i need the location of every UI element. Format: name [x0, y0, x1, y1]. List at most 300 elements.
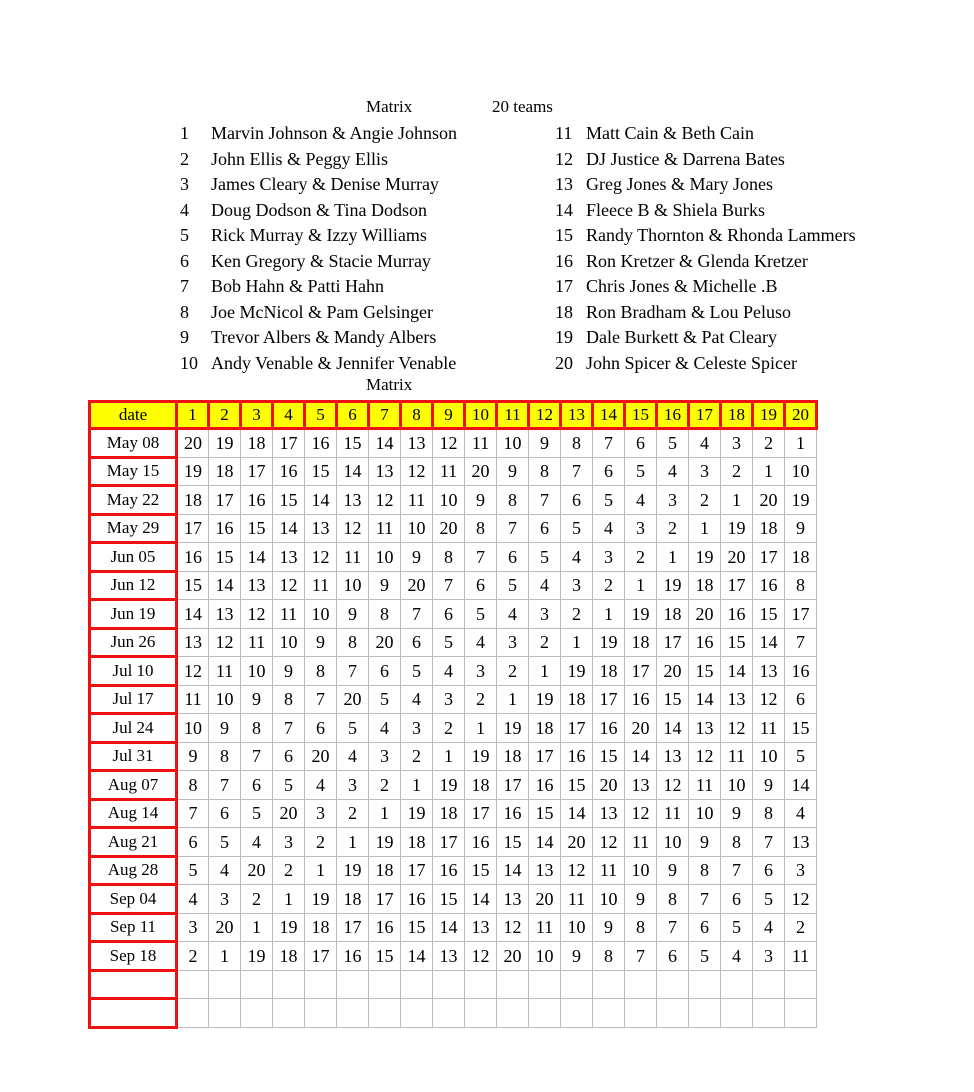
team-name: Ron Bradham & Lou Peluso [586, 301, 791, 322]
matrix-cell: 15 [209, 543, 241, 572]
matrix-cell: 15 [657, 685, 689, 714]
matrix-cell: 4 [465, 628, 497, 657]
matrix-cell: 5 [529, 543, 561, 572]
matrix-cell: 4 [401, 685, 433, 714]
matrix-subtitle: Matrix [366, 375, 413, 394]
matrix-cell: 3 [401, 714, 433, 743]
matrix-cell: 2 [497, 657, 529, 686]
column-header: 15 [625, 402, 657, 429]
matrix-cell: 15 [561, 771, 593, 800]
matrix-cell: 5 [561, 514, 593, 543]
matrix-cell: 7 [433, 571, 465, 600]
matrix-cell: 8 [177, 771, 209, 800]
team-number: 18 [555, 301, 573, 322]
matrix-cell: 9 [497, 457, 529, 486]
matrix-cell: 17 [209, 486, 241, 515]
date-cell: Sep 11 [90, 913, 177, 942]
matrix-cell: 11 [305, 571, 337, 600]
date-cell: May 15 [90, 457, 177, 486]
team-name: Fleece B & Shiela Burks [586, 199, 765, 220]
matrix-cell [177, 999, 209, 1028]
matrix-cell: 3 [337, 771, 369, 800]
matrix-cell: 19 [529, 685, 561, 714]
matrix-cell: 15 [753, 600, 785, 629]
matrix-cell: 7 [561, 457, 593, 486]
matrix-cell: 19 [561, 657, 593, 686]
matrix-cell: 10 [529, 942, 561, 971]
matrix-cell: 8 [433, 543, 465, 572]
matrix-cell: 15 [689, 657, 721, 686]
team-number: 6 [180, 250, 189, 271]
matrix-cell: 3 [177, 913, 209, 942]
matrix-cell: 10 [625, 856, 657, 885]
team-number: 15 [555, 225, 573, 245]
matrix-cell: 12 [401, 457, 433, 486]
date-cell: May 29 [90, 514, 177, 543]
matrix-cell: 14 [785, 771, 817, 800]
matrix-cell: 15 [785, 714, 817, 743]
team-number: 4 [180, 199, 189, 220]
matrix-cell: 4 [561, 543, 593, 572]
matrix-cell: 13 [753, 657, 785, 686]
matrix-cell: 12 [561, 856, 593, 885]
matrix-cell: 7 [241, 742, 273, 771]
matrix-cell: 8 [625, 913, 657, 942]
matrix-cell: 19 [721, 514, 753, 543]
matrix-cell: 13 [337, 486, 369, 515]
team-number: 9 [180, 327, 189, 347]
matrix-cell: 17 [497, 771, 529, 800]
matrix-cell: 17 [625, 657, 657, 686]
matrix-cell: 10 [337, 571, 369, 600]
matrix-cell: 18 [753, 514, 785, 543]
matrix-cell: 2 [241, 885, 273, 914]
matrix-cell: 1 [337, 828, 369, 857]
matrix-cell: 4 [177, 885, 209, 914]
matrix-cell: 17 [753, 543, 785, 572]
matrix-cell: 4 [433, 657, 465, 686]
matrix-cell: 11 [625, 828, 657, 857]
matrix-cell: 20 [529, 885, 561, 914]
table-row [90, 543, 817, 572]
matrix-cell: 18 [337, 885, 369, 914]
matrix-cell: 4 [209, 856, 241, 885]
matrix-cell: 1 [497, 685, 529, 714]
matrix-cell: 1 [689, 514, 721, 543]
matrix-cell [465, 970, 497, 999]
matrix-cell: 12 [241, 600, 273, 629]
team-name: Matt Cain & Beth Cain [586, 123, 754, 143]
matrix-cell: 13 [209, 600, 241, 629]
date-cell: Jul 31 [90, 742, 177, 771]
team-number: 14 [555, 199, 573, 220]
team-number: 2 [180, 148, 189, 169]
matrix-cell: 16 [209, 514, 241, 543]
matrix-cell: 8 [209, 742, 241, 771]
matrix-cell [401, 970, 433, 999]
matrix-cell: 5 [753, 885, 785, 914]
date-cell: Jun 19 [90, 600, 177, 629]
matrix-cell: 10 [497, 429, 529, 458]
column-header: 16 [657, 402, 689, 429]
matrix-cell: 20 [465, 457, 497, 486]
matrix-cell: 6 [273, 742, 305, 771]
matrix-cell: 19 [305, 885, 337, 914]
matrix-cell: 3 [721, 429, 753, 458]
matrix-cell: 1 [465, 714, 497, 743]
matrix-cell [753, 999, 785, 1028]
matrix-cell: 11 [753, 714, 785, 743]
matrix-cell: 7 [337, 657, 369, 686]
date-cell: Jun 12 [90, 571, 177, 600]
matrix-cell: 6 [529, 514, 561, 543]
table-row [90, 685, 817, 714]
matrix-cell: 4 [305, 771, 337, 800]
matrix-cell: 17 [529, 742, 561, 771]
matrix-cell: 1 [593, 600, 625, 629]
column-header: 17 [689, 402, 721, 429]
team-name: Greg Jones & Mary Jones [586, 174, 773, 194]
matrix-cell: 7 [785, 628, 817, 657]
table-row [90, 885, 817, 914]
matrix-cell: 13 [369, 457, 401, 486]
matrix-cell: 19 [785, 486, 817, 515]
matrix-cell: 14 [465, 885, 497, 914]
matrix-cell [305, 970, 337, 999]
matrix-cell: 18 [273, 942, 305, 971]
matrix-cell: 12 [785, 885, 817, 914]
team-number: 3 [180, 174, 189, 194]
matrix-cell [497, 999, 529, 1028]
matrix-cell: 20 [593, 771, 625, 800]
matrix-cell: 9 [657, 856, 689, 885]
matrix-cell: 18 [785, 543, 817, 572]
matrix-cell [625, 999, 657, 1028]
matrix-cell: 15 [273, 486, 305, 515]
matrix-cell: 20 [401, 571, 433, 600]
matrix-cell: 6 [401, 628, 433, 657]
matrix-cell: 7 [593, 429, 625, 458]
matrix-cell: 7 [273, 714, 305, 743]
date-cell: Aug 21 [90, 828, 177, 857]
matrix-cell: 9 [305, 628, 337, 657]
matrix-cell: 13 [305, 514, 337, 543]
matrix-cell: 16 [433, 856, 465, 885]
matrix-cell: 16 [593, 714, 625, 743]
matrix-cell: 5 [273, 771, 305, 800]
matrix-cell: 8 [753, 799, 785, 828]
matrix-cell: 12 [369, 486, 401, 515]
column-header: 10 [465, 402, 497, 429]
matrix-cell [529, 970, 561, 999]
matrix-cell [657, 999, 689, 1028]
matrix-cell: 18 [625, 628, 657, 657]
matrix-cell: 7 [625, 942, 657, 971]
matrix-cell: 5 [209, 828, 241, 857]
column-header: 7 [369, 402, 401, 429]
matrix-cell [337, 970, 369, 999]
matrix-cell: 17 [273, 429, 305, 458]
matrix-cell: 4 [625, 486, 657, 515]
matrix-cell: 16 [689, 628, 721, 657]
matrix-cell: 6 [593, 457, 625, 486]
matrix-cell: 3 [497, 628, 529, 657]
matrix-cell: 19 [497, 714, 529, 743]
matrix-cell: 18 [657, 600, 689, 629]
column-header: 2 [209, 402, 241, 429]
matrix-cell: 2 [785, 913, 817, 942]
matrix-cell: 7 [529, 486, 561, 515]
matrix-cell [209, 970, 241, 999]
column-header: 8 [401, 402, 433, 429]
matrix-cell: 19 [209, 429, 241, 458]
matrix-cell [273, 999, 305, 1028]
matrix-cell: 18 [177, 486, 209, 515]
column-header: 14 [593, 402, 625, 429]
matrix-cell: 14 [561, 799, 593, 828]
matrix-cell: 3 [689, 457, 721, 486]
team-number: 17 [555, 276, 573, 296]
matrix-cell: 2 [369, 771, 401, 800]
matrix-cell: 3 [369, 742, 401, 771]
matrix-cell: 13 [497, 885, 529, 914]
matrix-cell: 12 [657, 771, 689, 800]
matrix-cell: 16 [177, 543, 209, 572]
matrix-cell: 6 [305, 714, 337, 743]
date-header: date [90, 402, 177, 429]
matrix-cell: 16 [273, 457, 305, 486]
matrix-cell: 20 [561, 828, 593, 857]
matrix-cell: 17 [721, 571, 753, 600]
matrix-cell: 15 [593, 742, 625, 771]
matrix-cell: 2 [401, 742, 433, 771]
matrix-cell: 11 [369, 514, 401, 543]
matrix-cell: 20 [753, 486, 785, 515]
matrix-cell: 8 [369, 600, 401, 629]
date-cell: Aug 07 [90, 771, 177, 800]
matrix-cell: 6 [497, 543, 529, 572]
matrix-cell [753, 970, 785, 999]
matrix-cell [721, 999, 753, 1028]
matrix-cell: 1 [433, 742, 465, 771]
matrix-cell: 20 [657, 657, 689, 686]
header-row [90, 402, 817, 429]
matrix-cell: 12 [593, 828, 625, 857]
team-name: Chris Jones & Michelle .B [586, 276, 778, 296]
matrix-cell: 17 [177, 514, 209, 543]
matrix-cell: 18 [465, 771, 497, 800]
matrix-cell: 11 [177, 685, 209, 714]
matrix-cell: 13 [657, 742, 689, 771]
matrix-cell: 3 [273, 828, 305, 857]
matrix-cell: 18 [593, 657, 625, 686]
matrix-cell: 5 [625, 457, 657, 486]
matrix-cell: 20 [273, 799, 305, 828]
matrix-cell: 19 [465, 742, 497, 771]
matrix-cell: 3 [209, 885, 241, 914]
matrix-cell: 12 [433, 429, 465, 458]
matrix-cell: 4 [497, 600, 529, 629]
matrix-cell: 6 [209, 799, 241, 828]
matrix-cell: 18 [209, 457, 241, 486]
matrix-cell: 12 [305, 543, 337, 572]
matrix-cell: 14 [209, 571, 241, 600]
matrix-cell: 6 [177, 828, 209, 857]
matrix-cell: 7 [689, 885, 721, 914]
matrix-cell: 3 [625, 514, 657, 543]
matrix-cell: 7 [401, 600, 433, 629]
matrix-cell [337, 999, 369, 1028]
team-number: 7 [180, 276, 189, 296]
matrix-cell: 12 [209, 628, 241, 657]
matrix-cell: 1 [273, 885, 305, 914]
team-name: Marvin Johnson & Angie Johnson [211, 123, 458, 143]
matrix-cell: 17 [305, 942, 337, 971]
matrix-cell: 1 [241, 913, 273, 942]
matrix-cell: 6 [657, 942, 689, 971]
matrix-cell: 13 [177, 628, 209, 657]
matrix-cell: 4 [785, 799, 817, 828]
column-header: 11 [497, 402, 529, 429]
matrix-cell: 10 [721, 771, 753, 800]
team-number: 19 [555, 327, 573, 347]
schedule-matrix [88, 400, 818, 1029]
matrix-cell: 11 [561, 885, 593, 914]
table-row [90, 657, 817, 686]
table-row [90, 714, 817, 743]
matrix-cell: 2 [465, 685, 497, 714]
matrix-cell [785, 999, 817, 1028]
matrix-cell: 20 [177, 429, 209, 458]
matrix-cell: 10 [273, 628, 305, 657]
matrix-cell: 19 [241, 942, 273, 971]
matrix-cell [241, 999, 273, 1028]
date-cell: Aug 28 [90, 856, 177, 885]
matrix-cell [689, 999, 721, 1028]
matrix-cell: 13 [529, 856, 561, 885]
date-cell: Jul 10 [90, 657, 177, 686]
matrix-cell: 6 [369, 657, 401, 686]
matrix-cell: 6 [465, 571, 497, 600]
matrix-cell: 15 [721, 628, 753, 657]
matrix-cell: 2 [593, 571, 625, 600]
matrix-cell: 1 [753, 457, 785, 486]
matrix-cell: 2 [689, 486, 721, 515]
matrix-cell: 5 [465, 600, 497, 629]
date-cell [90, 999, 177, 1028]
team-name: Randy Thornton & Rhonda Lammers [586, 225, 856, 245]
teams-count: 20 teams [492, 97, 553, 116]
matrix-cell: 4 [241, 828, 273, 857]
matrix-cell: 16 [369, 913, 401, 942]
team-number: 16 [555, 250, 573, 271]
matrix-cell: 17 [401, 856, 433, 885]
matrix-cell: 14 [401, 942, 433, 971]
matrix-cell: 12 [689, 742, 721, 771]
matrix-cell: 20 [369, 628, 401, 657]
matrix-cell: 20 [689, 600, 721, 629]
matrix-cell: 1 [401, 771, 433, 800]
date-cell [90, 970, 177, 999]
matrix-cell: 18 [369, 856, 401, 885]
matrix-cell: 15 [433, 885, 465, 914]
table-row [90, 799, 817, 828]
table-row [90, 913, 817, 942]
matrix-cell: 13 [689, 714, 721, 743]
matrix-cell [657, 970, 689, 999]
matrix-cell: 14 [433, 913, 465, 942]
matrix-cell [465, 999, 497, 1028]
matrix-cell: 11 [689, 771, 721, 800]
matrix-cell: 2 [721, 457, 753, 486]
team-number: 8 [180, 301, 189, 322]
matrix-cell [721, 970, 753, 999]
date-cell: May 08 [90, 429, 177, 458]
matrix-cell: 11 [209, 657, 241, 686]
matrix-cell: 2 [529, 628, 561, 657]
matrix-cell: 7 [177, 799, 209, 828]
matrix-cell: 10 [209, 685, 241, 714]
matrix-cell: 14 [657, 714, 689, 743]
matrix-cell: 9 [273, 657, 305, 686]
matrix-cell: 9 [689, 828, 721, 857]
matrix-cell [305, 999, 337, 1028]
matrix-cell: 1 [209, 942, 241, 971]
matrix-cell: 10 [785, 457, 817, 486]
column-header: 9 [433, 402, 465, 429]
matrix-cell: 6 [433, 600, 465, 629]
date-cell: Jun 05 [90, 543, 177, 572]
matrix-cell: 9 [753, 771, 785, 800]
matrix-cell: 6 [689, 913, 721, 942]
matrix-cell: 17 [433, 828, 465, 857]
team-name: Rick Murray & Izzy Williams [211, 225, 427, 245]
team-name: John Ellis & Peggy Ellis [211, 148, 389, 169]
matrix-cell: 11 [785, 942, 817, 971]
matrix-cell: 7 [753, 828, 785, 857]
matrix-cell: 12 [753, 685, 785, 714]
matrix-cell: 5 [369, 685, 401, 714]
matrix-cell: 5 [689, 942, 721, 971]
team-name: Andy Venable & Jennifer Venable [211, 352, 457, 373]
matrix-cell: 19 [689, 543, 721, 572]
date-cell: Aug 14 [90, 799, 177, 828]
team-number: 20 [555, 352, 573, 373]
table-row [90, 942, 817, 971]
matrix-cell: 10 [433, 486, 465, 515]
matrix-cell: 9 [177, 742, 209, 771]
matrix-cell: 13 [785, 828, 817, 857]
matrix-cell [689, 970, 721, 999]
table-row [90, 457, 817, 486]
matrix-cell: 1 [305, 856, 337, 885]
matrix-cell: 10 [369, 543, 401, 572]
matrix-cell: 17 [241, 457, 273, 486]
matrix-cell: 13 [625, 771, 657, 800]
column-header: 20 [785, 402, 817, 429]
matrix-cell: 14 [369, 429, 401, 458]
matrix-cell: 3 [785, 856, 817, 885]
matrix-cell: 5 [721, 913, 753, 942]
matrix-cell: 17 [337, 913, 369, 942]
matrix-cell: 7 [305, 685, 337, 714]
table-row [90, 486, 817, 515]
matrix-cell: 15 [177, 571, 209, 600]
matrix-cell: 4 [593, 514, 625, 543]
matrix-cell: 6 [753, 856, 785, 885]
matrix-cell: 9 [465, 486, 497, 515]
matrix-cell: 16 [561, 742, 593, 771]
